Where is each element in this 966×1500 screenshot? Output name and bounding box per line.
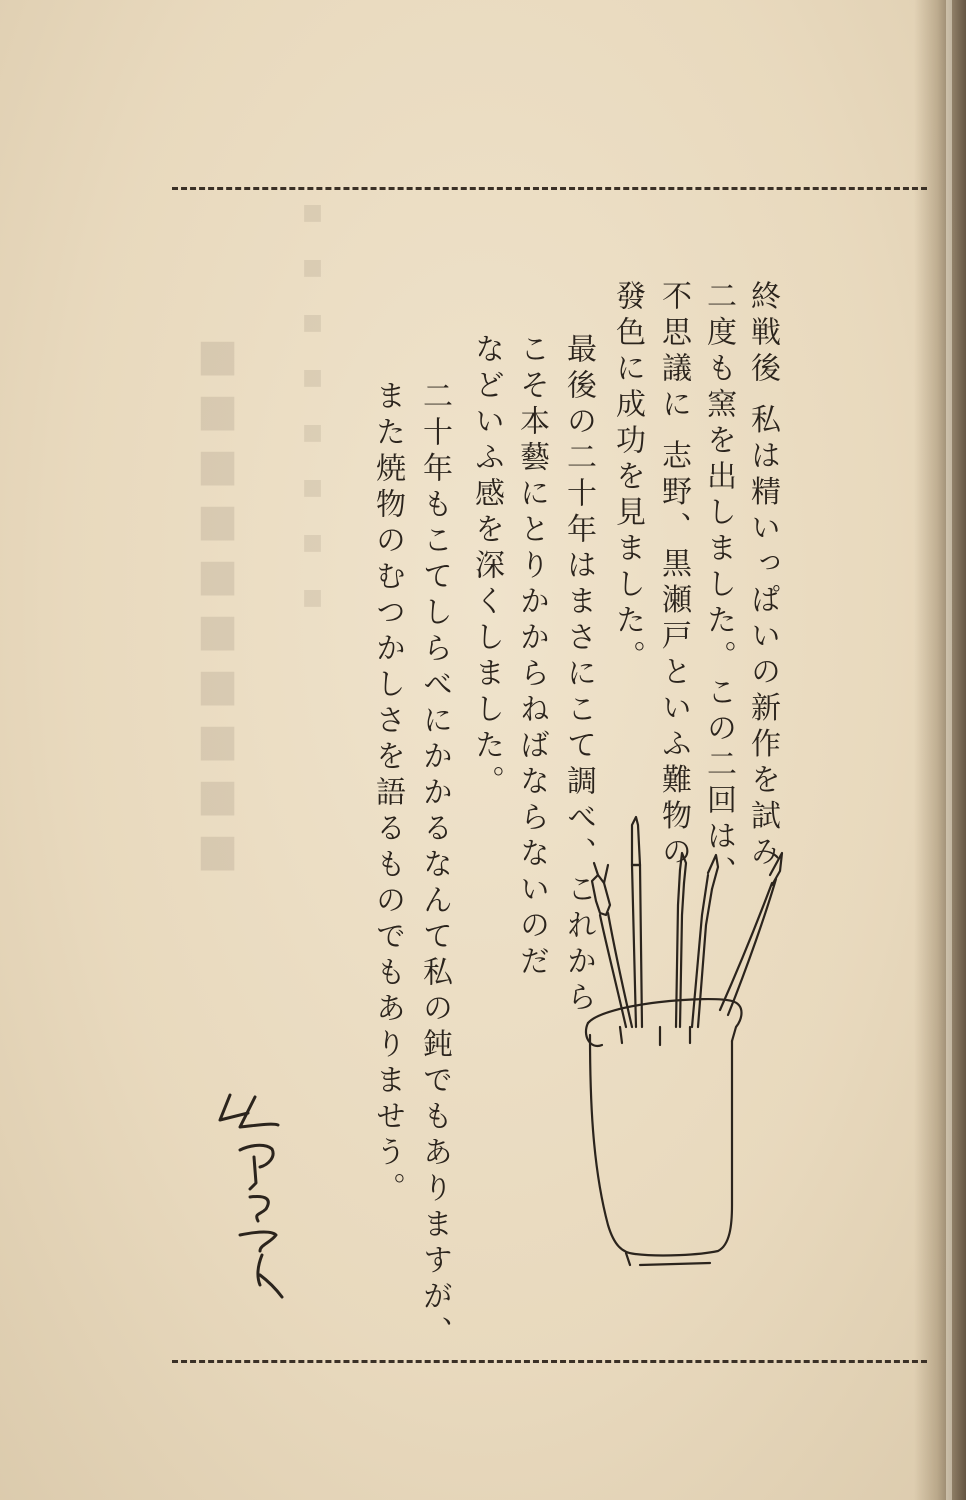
- text-line: 不思議に 志野、黒瀬戸といふ難物の: [656, 280, 691, 872]
- text-line: また焼物のむつかしさを語るものでもありませう。: [370, 380, 405, 1208]
- text-line: 二度も窯を出しました。この二回は、: [701, 280, 736, 892]
- text-line: 最後の二十年はまさにこて調べ、これから: [561, 333, 596, 1017]
- handwritten-signature: [210, 1085, 310, 1300]
- top-rule: [172, 187, 927, 190]
- bottom-rule: [172, 1360, 927, 1363]
- brushes-in-cup-illustration: [560, 805, 820, 1275]
- text-line: 發色に成功を見ました。: [610, 280, 645, 676]
- bleed-through-text: ■■■■■■■■: [300, 200, 325, 640]
- text-line: 終戦後 私は精いっぱいの新作を試み: [745, 280, 780, 872]
- bleed-through-title: ■■■■■■■■■■: [192, 330, 243, 880]
- page-spine-edge: [946, 0, 952, 1500]
- text-line: こそ本藝にとりかからねばならないのだ: [514, 333, 549, 981]
- text-line: 二十年もこてしらべにかかるなんて私の鈍でもありますが、: [417, 380, 452, 1352]
- text-line: などいふ感を深くしました。: [469, 333, 504, 801]
- page-spine-shadow: [914, 0, 966, 1500]
